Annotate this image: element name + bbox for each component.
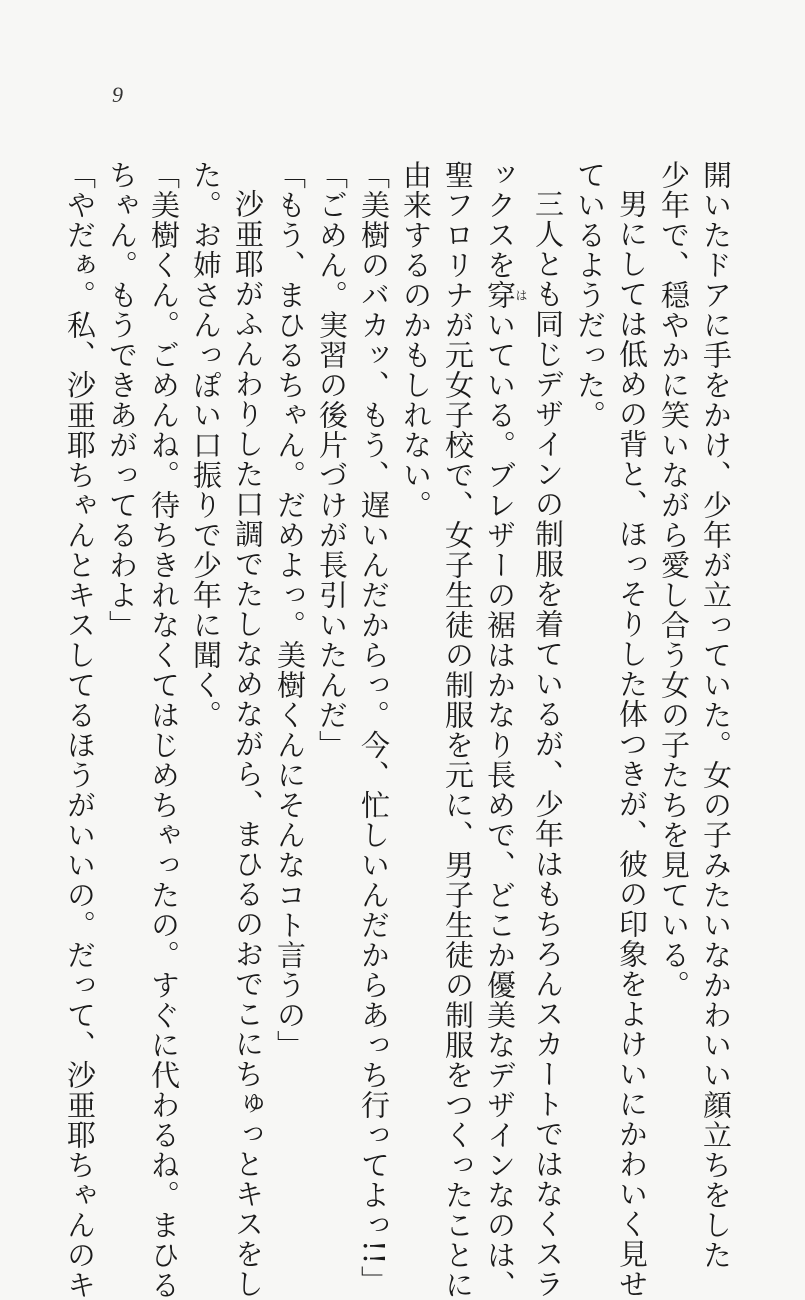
text-line: 「美樹くん。ごめんね。待ちきれなくてはじめちゃったの。すぐに代わるね。まひる [147, 160, 181, 1300]
text-line: 由来するのかもしれない。 [399, 160, 433, 520]
text-line: 「美樹のバカッ、もう、遅いんだからっ。今、忙しいんだからあっち行ってよっ!!」 [357, 160, 391, 1296]
text-line-with-ruby [479, 160, 528, 1300]
text-line: 「もう、まひるちゃん。だめよっ。美樹くんにそんなコト言うの」 [273, 160, 307, 1060]
text-line: 「ごめん。実習の後片づけが長引いたんだ」 [315, 160, 349, 760]
text-line: 沙亜耶がふんわりした口調でたしなめながら、まひるのおでこにちゅっとキスをし [231, 189, 265, 1299]
page-number: 9 [112, 82, 123, 107]
text-line: 三人とも同じデザインの制服を着ているが、少年はもちろんスカートではなくスラ [531, 189, 565, 1299]
text-line: た。お姉さんっぽい口振りで少年に聞く。 [189, 160, 223, 730]
ruby-annotation: 穿は [483, 280, 528, 310]
text-line: 少年で、穏やかに笑いながら愛し合う女の子たちを見ている。 [657, 160, 691, 1000]
ruby-line-text: ックスを穿はいている。ブレザーの裾はかなり長めで、どこか優美なデザインなのは、 [483, 160, 528, 1300]
text-line: ているようだった。 [573, 160, 607, 430]
text-line: 開いたドアに手をかけ、少年が立っていた。女の子みたいなかわいい顔立ちをした [699, 160, 733, 1270]
text-line: 聖フロリナが元女子校で、女子生徒の制服を元に、男子生徒の制服をつくったことに [441, 160, 475, 1300]
text-line: ちゃん。もうできあがってるわよ」 [105, 160, 139, 640]
body-text [59, 160, 737, 1300]
text-line: 「やだぁ。私、沙亜耶ちゃんとキスしてるほうがいいの。だって、沙亜耶ちゃんのキ [63, 160, 97, 1300]
furigana-reading: は [514, 280, 528, 310]
text-line: 男にしては低めの背と、ほっそりした体つきが、彼の印象をよけいにかわいく見せ [615, 189, 649, 1299]
